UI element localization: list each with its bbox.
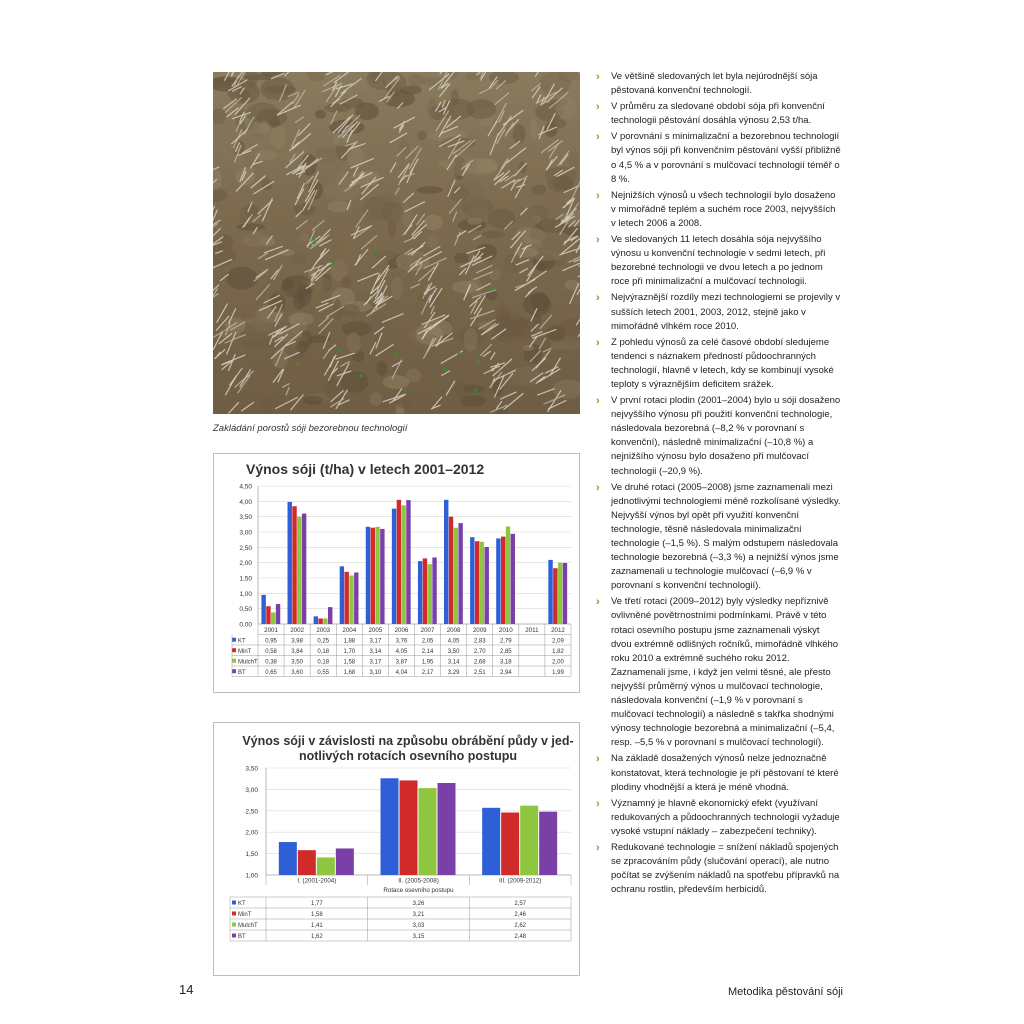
legend-label: MinT <box>238 648 252 655</box>
bullet-text: Ve sledovaných 11 letech dosáhla sója nejvyššího výnosu u konvenční technologie v sedmi letech, při bezorebné technologii ve dvou letech a po jednom roce při minimalizační a mulčovací technologii. <box>611 234 826 288</box>
bar <box>276 604 280 624</box>
bar <box>302 514 306 624</box>
bar <box>558 563 562 624</box>
y-tick-label: 0,50 <box>239 606 252 614</box>
y-tick-label: 3,50 <box>239 514 252 522</box>
chevron-right-icon: › <box>596 234 600 247</box>
data-label: 0,38 <box>265 659 277 666</box>
data-label: 0,65 <box>265 669 277 676</box>
bar <box>279 842 297 875</box>
data-label: 1,77 <box>310 901 323 907</box>
data-label: 3,21 <box>412 912 425 918</box>
photo-caption: Zakládání porostů sóji bezorebnou technologií <box>213 423 408 434</box>
field-photo <box>213 72 580 414</box>
bar <box>288 502 292 624</box>
data-label: 1,58 <box>343 659 356 666</box>
page-number: 14 <box>179 982 194 997</box>
x-axis-label: Rotace osevního postupu <box>383 887 454 894</box>
bar <box>375 527 379 624</box>
bar <box>328 607 332 624</box>
category-label: 2008 <box>446 626 461 634</box>
running-title: Metodika pěstování sóji <box>728 986 843 998</box>
data-label: 0,58 <box>265 648 277 655</box>
bullet-text: Ve druhé rotaci (2005–2008) jsme zaznamenali mezi jednotlivými technologiemi méně rozkolísané výsledky. Nejvyšší výnos byl opět při využití konvenční technologie, těsně následovala minimalizační technologie (–1,5 %). S malým odstupem následovala technologie bezorebná (–3,3 %) a nejnižší výnos jsme zaznamenali u technologie mulčovací (–6,9 % v porovnaní s konvenční technologií). <box>611 481 841 592</box>
bar <box>397 500 401 624</box>
bullet-text: Nejvýraznější rozdíly mezi technologiemi se projevily v sušších letech 2001, 2003, 2012, stejně jako v mimořádně vlhkém roce 2010. <box>611 292 841 332</box>
legend-label: BT <box>238 669 246 676</box>
bar <box>336 848 354 875</box>
bullet-text: V první rotaci plodin (2001–2004) bylo u sóji dosaženo nejvyššího výnosu při použití konvenční technologie, následovala bezorebná (–8,2 % v porovnaní s konvenční), následně minimalizační (–10,8 %) a nejnižšího výnosu bylo dosaženo při mulčovací technologii (–20,9 %). <box>611 395 841 477</box>
data-label: 1,68 <box>343 669 356 676</box>
legend-swatch <box>232 912 236 916</box>
chevron-right-icon: › <box>596 71 600 83</box>
bullet-list <box>596 70 841 899</box>
legend-swatch <box>232 659 236 663</box>
bar <box>349 576 353 624</box>
data-label: 3,10 <box>369 669 382 676</box>
bar <box>418 561 422 624</box>
data-label: 2,62 <box>514 923 527 929</box>
bar <box>501 813 519 875</box>
bullet-item <box>596 595 841 750</box>
bar <box>501 537 505 624</box>
data-label: 3,50 <box>291 659 303 666</box>
data-label: 1,99 <box>552 669 564 676</box>
bar <box>406 500 410 624</box>
bar <box>314 616 318 624</box>
chevron-right-icon: › <box>596 336 600 349</box>
bar <box>271 612 275 624</box>
y-tick-label: 3,00 <box>239 529 252 537</box>
category-label: 2002 <box>290 626 305 634</box>
bar <box>323 618 327 624</box>
data-label: 4,05 <box>447 638 460 645</box>
y-tick-label: 2,00 <box>239 560 252 568</box>
chevron-right-icon: › <box>596 596 600 609</box>
category-label: I. (2001-2004) <box>297 877 337 885</box>
chart-yield-by-year <box>213 453 580 693</box>
bar <box>340 566 344 624</box>
bullet-text: Významný je hlavně ekonomický efekt (využívaní redukovaných a půdoochranných technologií vyžaduje vysoké vstupní náklady – zabezpečení techniky). <box>611 797 840 837</box>
bar <box>563 563 567 624</box>
bar <box>344 572 348 624</box>
bullet-item <box>596 100 841 128</box>
data-label: 3,18 <box>499 659 512 666</box>
bullet-text: Nejnižších výnosů u všech technologií bylo dosaženo v mimořádně teplém a suchém roce 2003, nejvyšších v letech 2006 a 2008. <box>611 189 836 229</box>
bar <box>449 517 453 624</box>
bar <box>458 523 462 624</box>
category-label: 2001 <box>264 626 278 634</box>
bar <box>520 806 538 875</box>
category-label: 2010 <box>498 626 513 634</box>
y-tick-label: 1,50 <box>245 851 258 859</box>
data-label: 2,70 <box>473 648 486 655</box>
bullet-text: Redukované technologie = snížení nákladů spojených se zpracováním půdy (slučování operací), ale nutno počítat se zvýšením nákladů na spotřebu přípravků na ochranu rostlin, především herbicidů. <box>611 841 840 896</box>
chevron-right-icon: › <box>596 841 600 854</box>
category-label: 2006 <box>394 626 409 634</box>
bullet-text: V průměru za sledované období sója při konvenční technologii pěstování dosáhla výnosu 2,53 t/ha. <box>611 101 825 127</box>
bar <box>292 506 296 624</box>
data-label: 3,60 <box>291 669 303 676</box>
bar <box>475 541 479 624</box>
legend-swatch <box>232 638 236 642</box>
y-tick-label: 2,00 <box>245 829 258 837</box>
bullet-item <box>596 797 841 839</box>
chart-title: Výnos sóji v závislosti na způsobu obrábění půdy v jed- <box>242 734 574 748</box>
bar <box>371 528 375 624</box>
legend-label: BT <box>238 934 246 940</box>
bar <box>380 529 384 624</box>
bar <box>419 788 437 875</box>
y-tick-label: 3,00 <box>245 786 258 794</box>
y-tick-label: 1,00 <box>245 872 258 880</box>
data-label: 3,26 <box>412 901 425 907</box>
y-tick-label: 1,00 <box>239 590 252 598</box>
chevron-right-icon: › <box>596 753 600 766</box>
bullet-text: V porovnání s minimalizační a bezorebnou technologií byl výnos sóji při konvenčním pěstování vyšší přibližně o 4,5 % a v porovnání s mulčovací technologií téměř o 8 %. <box>611 131 841 185</box>
data-label: 3,14 <box>369 648 382 655</box>
legend-label: MulchT <box>238 659 258 666</box>
bar <box>423 558 427 624</box>
bar <box>539 812 557 875</box>
y-tick-label: 4,00 <box>239 498 252 506</box>
legend-label: MulchT <box>238 923 258 929</box>
data-label: 1,95 <box>421 659 434 666</box>
category-label: 2011 <box>525 626 539 634</box>
legend-swatch <box>232 901 236 905</box>
bar <box>511 534 515 624</box>
bullet-item <box>596 189 841 231</box>
data-label: 1,58 <box>310 912 323 918</box>
category-label: 2005 <box>368 626 383 634</box>
data-label: 1,82 <box>552 648 564 655</box>
bar <box>354 572 358 624</box>
data-label: 0,55 <box>317 669 330 676</box>
bar <box>454 528 458 624</box>
bar <box>261 595 265 624</box>
legend-label: KT <box>238 901 246 907</box>
legend-label: KT <box>238 638 246 645</box>
chevron-right-icon: › <box>596 292 600 305</box>
bullet-item <box>596 291 841 333</box>
data-label: 2,79 <box>499 638 512 645</box>
data-label: 3,76 <box>395 638 408 645</box>
chart-yield-by-rotation <box>213 722 580 976</box>
bar <box>444 500 448 624</box>
legend-swatch <box>232 669 236 673</box>
bullet-item <box>596 70 841 98</box>
bar <box>485 547 489 624</box>
data-label: 2,68 <box>473 659 486 666</box>
bar <box>496 538 500 624</box>
category-label: 2007 <box>420 626 435 634</box>
bullet-item <box>596 130 841 186</box>
chevron-right-icon: › <box>596 189 600 202</box>
data-label: 3,29 <box>447 669 460 676</box>
bullet-item <box>596 752 841 794</box>
bar <box>506 526 510 624</box>
legend-swatch <box>232 648 236 652</box>
data-label: 2,17 <box>421 669 434 676</box>
category-label: 2004 <box>342 626 357 634</box>
data-label: 3,84 <box>291 648 303 655</box>
y-tick-label: 2,50 <box>245 808 258 816</box>
data-label: 2,46 <box>514 912 527 918</box>
bar <box>438 783 456 875</box>
data-label: 3,87 <box>395 659 408 666</box>
bar <box>482 808 500 875</box>
data-label: 4,05 <box>395 648 408 655</box>
bullet-item <box>596 481 841 594</box>
chevron-right-icon: › <box>596 101 600 114</box>
data-label: 2,51 <box>473 669 486 676</box>
chart-title: Výnos sóji (t/ha) v letech 2001–2012 <box>246 461 485 477</box>
category-label: II. (2005-2008) <box>398 877 439 885</box>
legend-swatch <box>232 934 236 938</box>
data-label: 4,04 <box>395 669 408 676</box>
bar <box>318 618 322 624</box>
data-label: 0,95 <box>265 638 277 645</box>
data-label: 2,94 <box>499 669 512 676</box>
bullet-item <box>596 233 841 289</box>
bullet-item <box>596 336 841 392</box>
chart-title: notlivých rotacích osevního postupu <box>298 749 518 763</box>
chevron-right-icon: › <box>596 131 600 144</box>
chevron-right-icon: › <box>596 481 600 494</box>
data-label: 0,18 <box>317 659 330 666</box>
bar <box>366 527 370 624</box>
bar <box>480 542 484 624</box>
bar <box>401 505 405 624</box>
bar <box>548 560 552 624</box>
data-label: 2,09 <box>552 638 564 645</box>
chevron-right-icon: › <box>596 797 600 810</box>
data-label: 3,14 <box>447 659 460 666</box>
data-label: 1,70 <box>343 648 356 655</box>
category-label: 2003 <box>316 626 331 634</box>
bullet-item <box>596 841 841 897</box>
data-label: 1,62 <box>310 934 323 940</box>
bar <box>392 509 396 624</box>
bullet-item <box>596 394 841 479</box>
y-tick-label: 0,00 <box>239 621 252 629</box>
bar <box>297 517 301 624</box>
data-label: 1,88 <box>343 638 356 645</box>
data-label: 2,00 <box>552 659 564 666</box>
y-tick-label: 3,50 <box>245 765 258 773</box>
data-label: 2,14 <box>421 648 434 655</box>
bullet-text: Ve většině sledovaných let byla nejúrodnější sója pěstovaná konvenční technologií. <box>611 71 818 97</box>
data-label: 0,18 <box>317 648 330 655</box>
data-label: 1,41 <box>310 923 323 929</box>
bar <box>470 537 474 624</box>
bar <box>381 778 399 875</box>
legend-swatch <box>232 923 236 927</box>
bullet-text: Z pohledu výnosů za celé časové období sledujeme tendenci s náznakem předností půdoochranných technologií, hlavně v letech, kdy se kombinují vysoké teploty s výraznějším deficitem srážek. <box>611 336 834 390</box>
data-label: 2,57 <box>514 901 527 907</box>
data-label: 3,17 <box>369 659 382 666</box>
bar <box>400 780 418 875</box>
data-label: 2,85 <box>499 648 512 655</box>
bullet-text: Na základě dosažených výnosů nelze jednoznačně konstatovat, která technologie je při pěstovaní té které plodiny vhodnější a která je méně vhodná. <box>611 753 839 793</box>
data-label: 2,48 <box>514 934 527 940</box>
category-label: III. (2009-2012) <box>499 877 542 885</box>
bar <box>432 557 436 624</box>
y-tick-label: 2,50 <box>239 544 252 552</box>
bar <box>298 850 316 875</box>
data-label: 3,15 <box>412 934 425 940</box>
bar <box>428 564 432 624</box>
bar <box>553 568 557 624</box>
y-tick-label: 4,50 <box>239 483 252 491</box>
legend-label: MinT <box>238 912 252 918</box>
data-label: 3,17 <box>369 638 382 645</box>
y-tick-label: 1,50 <box>239 575 252 583</box>
chevron-right-icon: › <box>596 395 600 408</box>
data-label: 3,50 <box>447 648 460 655</box>
bar <box>266 606 270 624</box>
data-label: 2,05 <box>421 638 434 645</box>
bar <box>317 857 335 875</box>
bullet-text: Ve třetí rotaci (2009–2012) byly výsledky nepříznivě ovlivněné povětrnostními podmínkami. Právě v této rotaci osevního postupu jsme zaznamenali výskyt dvou extrémně odlišných ročníků, mimořádně vlhkého roku 2010 a extrémně suchého roku 2012. Zaznamenali jsme, i když jen velmi těsné, ale přesto nejvyšší průměrný výnos u mulčovací technologie, následovala konvenční (–1,9 % v porovnaní s mulčovací technologií) a následně s takřka shodnými výnosy technologie bezorebná a minimalizační (–5,4, resp. –5,5 % v porovnaní s mulčovací technologií). <box>611 596 839 749</box>
data-label: 0,25 <box>317 638 330 645</box>
data-label: 3,98 <box>291 638 303 645</box>
category-label: 2012 <box>551 626 565 634</box>
data-label: 2,83 <box>473 638 486 645</box>
data-label: 3,03 <box>412 923 425 929</box>
category-label: 2009 <box>472 626 487 634</box>
